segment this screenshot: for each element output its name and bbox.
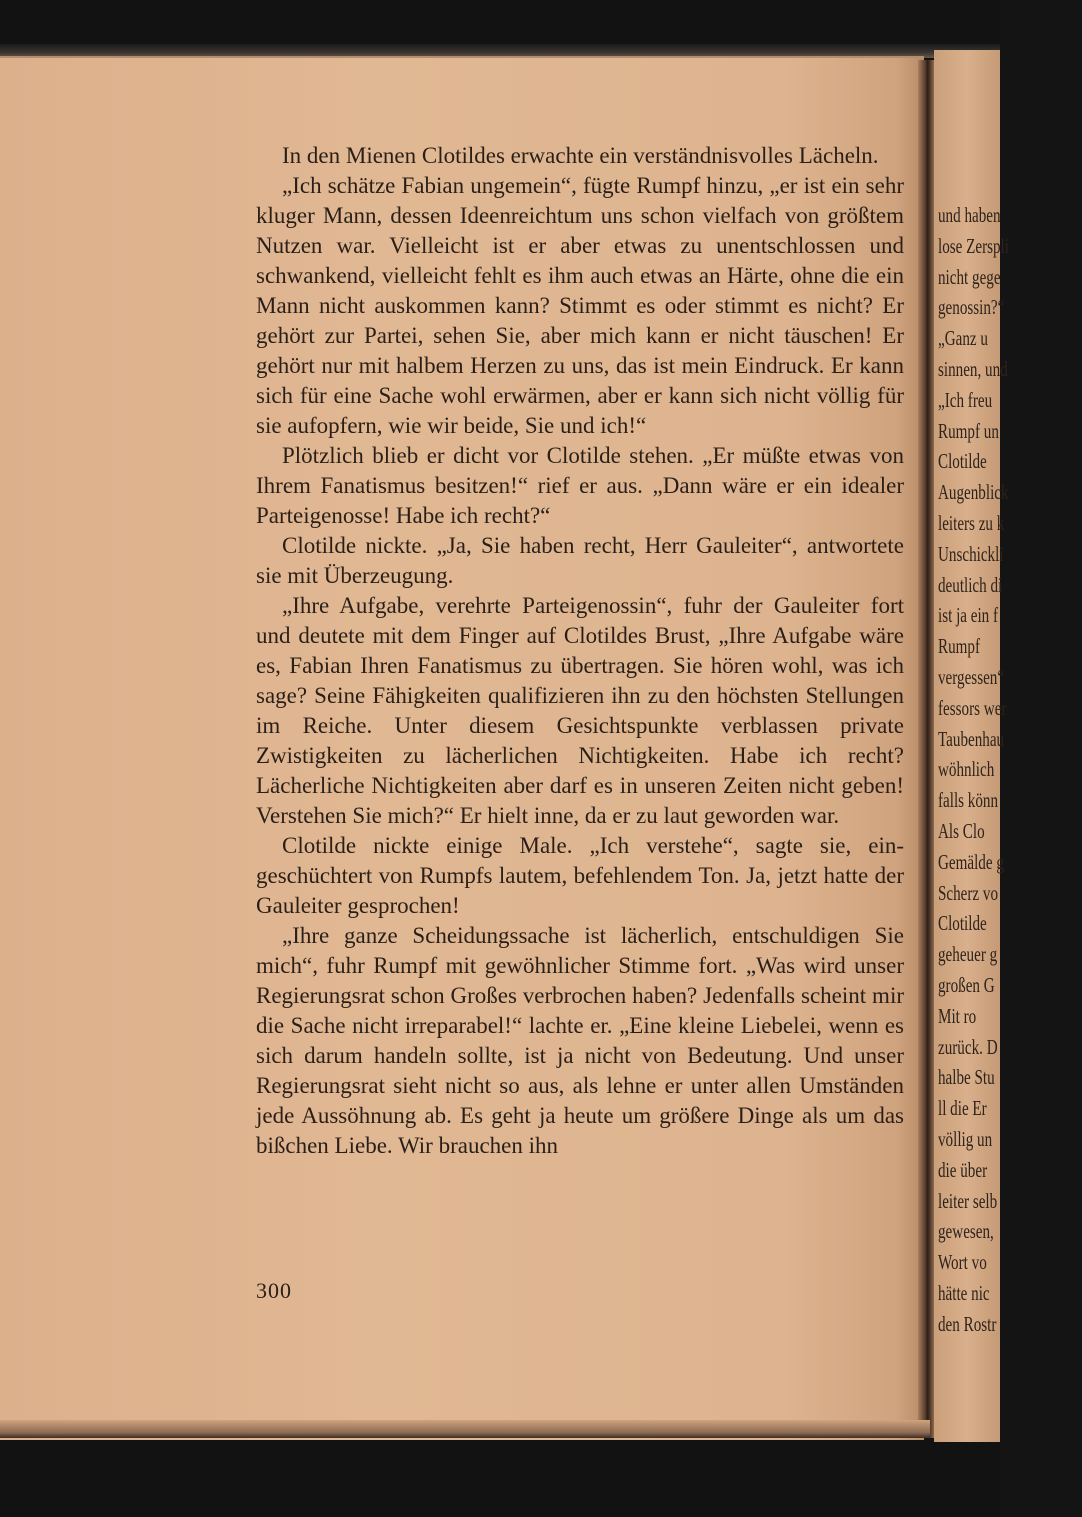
page-number: 300 [256, 1278, 292, 1303]
paragraph: Plötzlich blieb er dicht vor Clotilde stehen. „Er müßte etwas von Ihrem Fanatismus besitzen!“ rief er aus. „Dann wäre er ein idealer Parteigenosse! Habe ich recht?“ [256, 443, 904, 528]
right-page-line: Unschickli [938, 541, 1004, 566]
right-page-line: halbe Stu [938, 1065, 995, 1090]
right-page [934, 50, 1009, 1442]
right-page-line: großen G [938, 972, 995, 997]
right-page-line: genossin?“ [938, 295, 1005, 320]
right-page-line: ll die Er [938, 1096, 987, 1121]
right-page-line: gewesen, [938, 1219, 994, 1244]
right-page-line: hätte nic [938, 1280, 990, 1305]
right-page-line: „Ganz u [938, 326, 988, 351]
right-page-line: falls könn [938, 788, 999, 813]
right-page-line: Augenblick [938, 480, 1009, 505]
right-page-line: deutlich di [938, 572, 1003, 597]
right-page-line: sinnen, und [938, 356, 1008, 381]
right-page-line: geheuer g [938, 942, 998, 967]
right-page-line: die über [938, 1157, 988, 1182]
right-page-line: Clotilde [938, 449, 987, 474]
right-page-line: fessors wer [938, 695, 1007, 720]
right-page-line: Clotilde [938, 911, 987, 936]
right-page-line: Wort vo [938, 1250, 987, 1275]
right-page-line: Rumpf un [938, 418, 999, 443]
right-page-line: vergessen“ [938, 664, 1005, 689]
right-page-text-fragments [938, 200, 1082, 1339]
right-page-line: Als Clo [938, 818, 985, 843]
paragraph: In den Mienen Clotildes erwachte ein verständnisvolles Lächeln. [282, 143, 879, 168]
right-page-line: zurück. D [938, 1034, 998, 1059]
main-text-block [256, 141, 904, 1161]
book-gutter [918, 60, 934, 1438]
right-page-line: Rumpf [938, 634, 981, 659]
right-page-line: Taubenhau [938, 726, 1005, 751]
paragraph: Clotilde nickte. „Ja, Sie haben recht, Herr Gauleiter“, antwortete sie mit Überzeugung. [256, 533, 904, 588]
paragraph: Clotilde nickte einige Male. „Ich verstehe“, sagte sie, eingeschüchtert von Rumpfs lautem, befehlendem Ton. Ja, jetzt hatte der Gauleiter gesprochen! [256, 833, 904, 918]
book-bottom-edge [0, 1420, 930, 1438]
right-page-line: den Rostr [938, 1311, 997, 1336]
right-page-line: leiters zu k [938, 510, 1005, 535]
right-page-line: Mit ro [938, 1003, 977, 1028]
right-page-line: und haben [938, 203, 1001, 227]
right-page-line: Gemälde g [938, 849, 1004, 874]
right-page-line: nicht gege [938, 264, 1001, 289]
right-page-line: wöhnlich [938, 757, 995, 782]
right-page-line: „Ich freu [938, 387, 993, 412]
paragraph: „Ihre ganze Scheidungssache ist lächerlich, entschuldigen Sie mich“, fuhr Rumpf mit gewöhnlicher Stimme fort. „Was wird unser Regierungsrat schon Großes verbrochen haben? Jedenfalls scheint mir die Sache nicht irreparabel!“ lachte er. „Eine kleine Liebelei, wenn es sich darum handeln sollte, ist ja nicht von Bedeutung. Und unser Regierungsrat sieht nicht so aus, als lehne er unter allen Umständen jede Aussöhnung ab. Es geht ja heute um größere Dinge als um das bißchen Liebe. Wir brauchen ihn [256, 923, 904, 1158]
right-page-line: Scherz vo [938, 880, 999, 905]
paragraph: „Ich schätze Fabian ungemein“, fügte Rumpf hinzu, „er ist ein sehr kluger Mann, dessen Ideenreichtum uns schon vielfach von größtem Nutzen war. Vielleicht ist er aber etwas zu unentschlossen und schwankend, vielleicht fehlt es ihm auch etwas an Härte, ohne die ein Mann nicht auskommen kann? Stimmt es oder stimmt es nicht? Er gehört zur Partei, sehen Sie, aber mich kann er nicht täuschen! Er gehört nur mit halbem Herzen zu uns, das ist mein Eindruck. Er kann sich für eine Sache wohl erwärmen, aber er kann sich nicht völlig für sie aufopfern, wie wir beide, Sie und ich!“ [256, 173, 904, 438]
right-page-line: völlig un [938, 1126, 993, 1151]
right-page-line: lose Zerspli [938, 233, 1009, 258]
right-page-line: ist ja ein f [938, 603, 999, 628]
paragraph: „Ihre Aufgabe, verehrte Parteigenossin“, fuhr der Gauleiter fort und deutete mit dem Finger auf Clotildes Brust, „Ihre Aufgabe wäre es, Fabian Ihren Fanatismus zu übertragen. Sie hören wohl, was ich sage? Seine Fähigkeiten qualifizieren ihn zu den höchsten Stellungen im Reiche. Unter diesem Gesichtspunkte verblassen private Zwistigkeiten zu lächerlichen Nichtigkeiten. Habe ich recht? Lächerliche Nichtigkeiten aber darf es in unseren Zeiten nicht geben! Verstehen Sie mich?“ Er hielt inne, da er zu laut geworden war. [256, 593, 904, 828]
right-page-line: leiter selb [938, 1188, 998, 1213]
